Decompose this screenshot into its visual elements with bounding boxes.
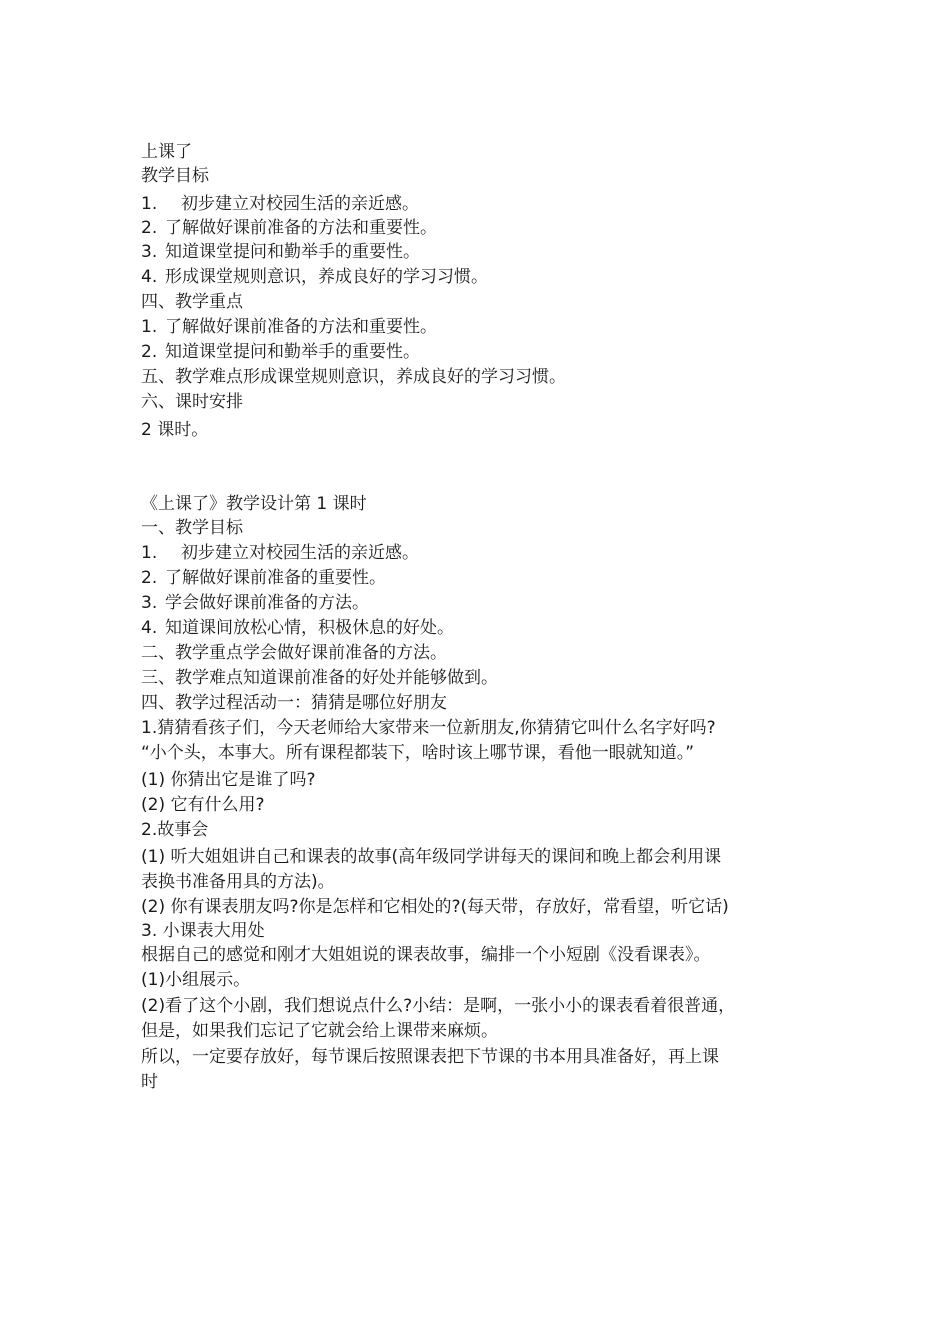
objective-number: 4. [141, 267, 158, 287]
use-item-1: (1)小组展示。 [141, 970, 251, 990]
objective-item [141, 192, 811, 216]
objective-text: 知道课堂提问和勤举手的重要性。 [165, 242, 420, 262]
objective-number: 1. [141, 194, 158, 214]
objective-number: 1. [141, 543, 158, 563]
story-item-1: (1) 听大姐姐讲自己和课表的故事(高年级同学讲每天的课间和晚上都会利用课 [141, 847, 722, 867]
use-heading: 3. 小课表大用处 [141, 921, 265, 941]
objective-item [141, 240, 811, 264]
key-point-text: 知道课堂提问和勤举手的重要性。 [165, 342, 420, 362]
use-item-2-cont: 但是，如果我们忘记了它就会给上课带来麻烦。 [141, 1021, 498, 1041]
lesson-objective-item [141, 591, 811, 615]
key-point-text: 了解做好课前准备的方法和重要性。 [165, 317, 437, 337]
objective-text: 了解做好课前准备的重要性。 [165, 568, 386, 588]
story-item-2: (2) 你有课表朋友吗?你是怎样和它相处的?(每天带，存放好，常看望，听它话) [141, 897, 729, 917]
lesson-objectives-heading: 一、教学目标 [141, 518, 243, 538]
objective-text: 初步建立对校园生活的亲近感。 [181, 194, 419, 214]
process-heading: 四、教学过程活动一：猜猜是哪位好朋友 [141, 693, 447, 713]
schedule-heading: 六、课时安排 [141, 392, 243, 412]
objective-text: 了解做好课前准备的方法和重要性。 [165, 218, 437, 238]
objective-number: 2. [141, 568, 158, 588]
use-item-2: (2)看了这个小剧，我们想说点什么?小结：是啊，一张小小的课表看着很普通， [141, 996, 736, 1016]
schedule-value: 2 课时。 [141, 420, 209, 440]
objective-text: 初步建立对校园生活的亲近感。 [181, 543, 419, 563]
riddle-text: “小个头，本事大。所有课程都装下，啥时该上哪节课，看他一眼就知道。” [141, 743, 695, 763]
question-1: (1) 你猜出它是谁了吗? [141, 770, 316, 790]
objective-number: 4. [141, 618, 158, 638]
use-intro: 根据自己的感觉和刚才大姐姐说的课表故事，编排一个小短剧《没看课表》。 [141, 945, 711, 965]
lesson-objective-item [141, 616, 811, 640]
key-points-heading: 四、教学重点 [141, 292, 243, 312]
story-item-1-cont: 表换书准备用具的方法)。 [141, 872, 335, 892]
key-point-item [141, 315, 811, 339]
lesson-key-point: 二、教学重点学会做好课前准备的方法。 [141, 643, 447, 663]
objective-text: 知道课间放松心情，积极休息的好处。 [165, 618, 454, 638]
lesson-objective-item [141, 541, 811, 565]
objective-item [141, 265, 811, 289]
objectives-heading: 教学目标 [141, 166, 209, 186]
conclusion: 所以，一定要存放好，每节课后按照课表把下节课的书本用具准备好，再上课 [141, 1047, 719, 1067]
difficulty-line: 五、教学难点形成课堂规则意识，养成良好的学习习惯。 [141, 367, 566, 387]
lesson-difficulty: 三、教学难点知道课前准备的好处并能够做到。 [141, 668, 498, 688]
objective-number: 2. [141, 218, 158, 238]
objective-number: 3. [141, 242, 158, 262]
doc-title: 上课了 [141, 142, 192, 162]
key-point-number: 1. [141, 317, 158, 337]
lesson-objective-item [141, 566, 811, 590]
objective-text: 形成课堂规则意识，养成良好的学习习惯。 [165, 267, 488, 287]
conclusion-cont: 时 [141, 1072, 158, 1092]
lesson-title: 《上课了》教学设计第 1 课时 [141, 494, 367, 514]
objective-item [141, 216, 811, 240]
key-point-item [141, 340, 811, 364]
question-2: (2) 它有什么用? [141, 795, 265, 815]
key-point-number: 2. [141, 342, 158, 362]
objective-number: 3. [141, 593, 158, 613]
story-heading: 2.故事会 [141, 820, 209, 840]
objective-text: 学会做好课前准备的方法。 [165, 593, 369, 613]
activity1-intro: 1.猜猜看孩子们，今天老师给大家带来一位新朋友,你猜猜它叫什么名字好吗? [141, 718, 716, 738]
